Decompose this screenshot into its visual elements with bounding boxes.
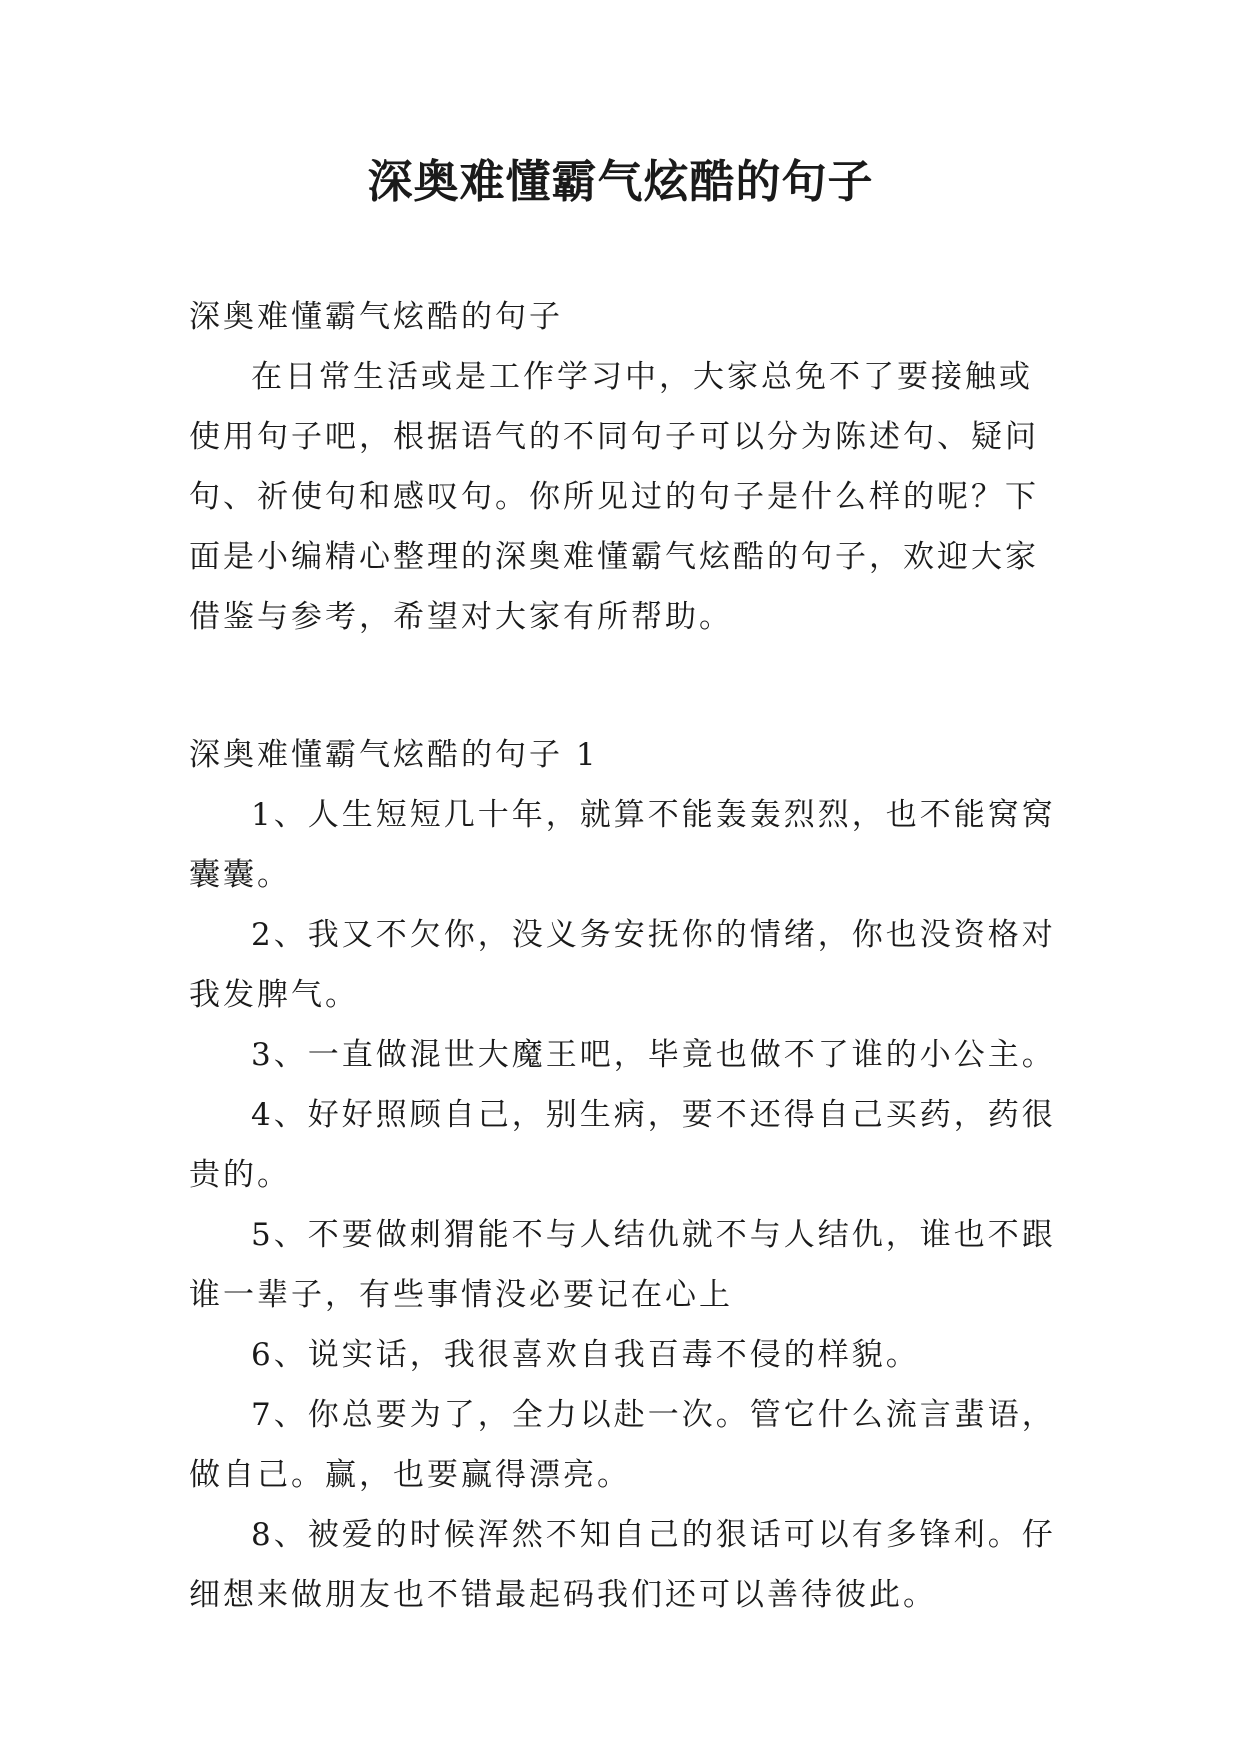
list-item: 5、不要做刺猬能不与人结仇就不与人结仇，谁也不跟谁一辈子，有些事情没必要记在心上 [189,1217,1056,1313]
list-item: 1、人生短短几十年，就算不能轰轰烈烈，也不能窝窝囊囊。 [189,797,1056,893]
document-title: 深奥难懂霸气炫酷的句子 [367,155,874,208]
document-body [189,287,1062,1625]
list-item: 6、说实话，我很喜欢自我百毒不侵的样貌。 [251,1337,920,1373]
list-item: 3、一直做混世大魔王吧，毕竟也做不了谁的小公主。 [251,1037,1056,1073]
list-item: 4、好好照顾自己，别生病，要不还得自己买药，药很贵的。 [189,1097,1056,1193]
list-item: 2、我又不欠你，没义务安抚你的情绪，你也没资格对我发脾气。 [189,917,1056,1013]
list-item: 8、被爱的时候浑然不知自己的狠话可以有多锋利。仔细想来做朋友也不错最起码我们还可以善待彼此。 [189,1517,1056,1613]
list-item: 7、你总要为了，全力以赴一次。管它什么流言蜚语，做自己。赢，也要赢得漂亮。 [189,1397,1056,1493]
intro-paragraph: 在日常生活或是工作学习中，大家总免不了要接触或使用句子吧，根据语气的不同句子可以分为陈述句、疑问句、祈使句和感叹句。你所见过的句子是什么样的呢？下面是小编精心整理的深奥难懂霸气炫酷的句子，欢迎大家借鉴与参考，希望对大家有所帮助。 [189,359,1039,635]
intro-heading: 深奥难懂霸气炫酷的句子 [189,299,563,335]
section-spacer [189,647,1062,725]
section-heading: 深奥难懂霸气炫酷的句子 1 [189,737,599,773]
